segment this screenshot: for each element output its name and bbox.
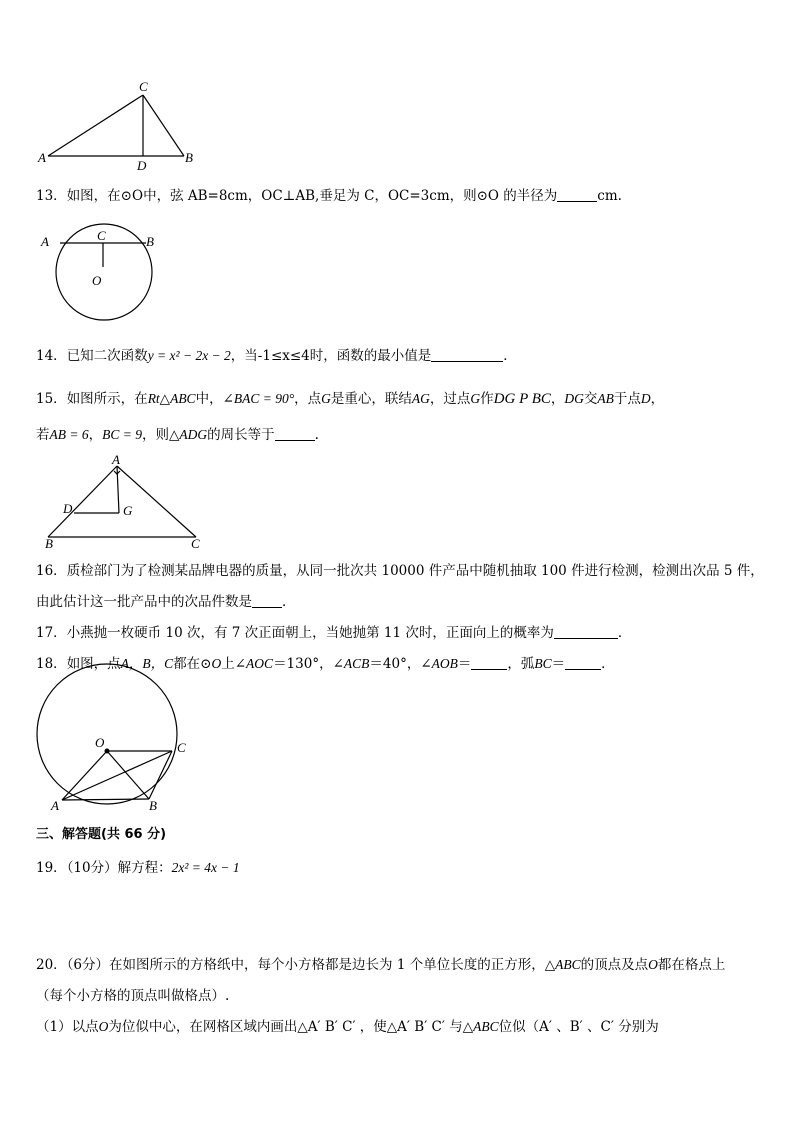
- text: ．: [282, 594, 296, 610]
- text: ＝: [551, 656, 566, 672]
- text: 作: [480, 391, 494, 407]
- text: ＝130°，: [273, 656, 333, 672]
- question-14: [36, 347, 517, 365]
- text: （6分）在如图所示的方格纸中，每个小方格都是边长为 1 个单位长度的正方形，: [66, 957, 545, 973]
- question-13: [36, 187, 622, 205]
- question-number: 14．: [36, 348, 67, 364]
- label-d: D: [137, 158, 147, 173]
- question-18: [36, 655, 615, 673]
- math: DG: [564, 391, 584, 406]
- label-a: A: [41, 234, 49, 249]
- math: G: [321, 391, 331, 406]
- answer-blank-arc-bc[interactable]: [565, 655, 601, 670]
- question-text: 如图，在⊙O中，弦 AB=8cm，OC⊥AB,垂足为 C，OC=3cm，则⊙O 的半径为: [66, 188, 558, 204]
- text: 交: [583, 391, 598, 407]
- triangle-acdb-lines: [48, 95, 184, 156]
- text: ，点: [294, 391, 322, 407]
- math: D: [640, 391, 651, 406]
- question-number: 17．: [36, 625, 67, 641]
- answer-blank[interactable]: [275, 426, 315, 441]
- text: ，: [650, 391, 665, 407]
- question-number: 18．: [36, 656, 67, 672]
- section-heading: 三、解答题(共 66 分): [36, 827, 167, 842]
- text: 为位似中心，在网格区域内画出△A′ B′ C′ ，使△A′ B′ C′ 与: [108, 1019, 463, 1035]
- label-o: O: [95, 735, 105, 750]
- question-16-line-2: [36, 593, 296, 611]
- answer-blank[interactable]: [431, 347, 503, 362]
- text: （1）以点: [36, 1019, 99, 1035]
- text: ，: [550, 391, 565, 407]
- equation: 2x² = 4x − 1: [171, 860, 240, 875]
- text: 如图，点: [66, 656, 121, 672]
- text: 位似（A′ 、B′ 、C′ 分别为: [498, 1019, 659, 1035]
- math: △ADG: [168, 427, 208, 442]
- text: 是重心，联结: [330, 391, 412, 407]
- text: 如图所示，在: [66, 391, 148, 407]
- label-c: C: [177, 740, 186, 755]
- math: ∠AOB: [420, 656, 458, 671]
- answer-blank[interactable]: [252, 593, 282, 608]
- answer-blank[interactable]: [554, 624, 618, 639]
- question-text: 已知二次函数: [66, 348, 148, 364]
- label-b: B: [149, 798, 157, 813]
- text: 中，: [195, 391, 223, 407]
- question-text-end: cm.: [597, 188, 622, 204]
- text: ＝40°，: [369, 656, 421, 672]
- math: O: [648, 957, 658, 972]
- text: ．: [601, 656, 615, 672]
- question-17: [36, 624, 631, 642]
- label-b: B: [146, 234, 154, 249]
- label-b: B: [185, 150, 193, 165]
- text: ，过点: [429, 391, 471, 407]
- answer-blank-aob[interactable]: [471, 655, 507, 670]
- label-o: O: [92, 273, 102, 288]
- math: A，B，C: [120, 656, 174, 671]
- label-b: B: [45, 536, 53, 551]
- math: ∠AOC: [234, 656, 274, 671]
- question-text-end: ．: [503, 348, 517, 364]
- question-15-line-1: [36, 390, 664, 408]
- text: ＝: [457, 656, 472, 672]
- question-text-mid: ，当-1≤x≤4时，函数的最小值是: [230, 348, 432, 364]
- label-a: A: [51, 798, 59, 813]
- label-d: D: [63, 501, 73, 516]
- math: BC: [534, 656, 552, 671]
- text: ，则: [141, 427, 169, 443]
- math: AB = 6: [49, 427, 89, 442]
- question-number: 20．: [36, 957, 67, 973]
- question-20-line-1: [36, 956, 725, 974]
- question-20-line-3: [36, 1018, 659, 1036]
- math: AG: [411, 391, 430, 406]
- text: 由此估计这一批产品中的次品件数是: [36, 594, 252, 610]
- math: △ABC: [544, 957, 581, 972]
- question-16-line-1: [36, 562, 764, 580]
- question-number: 16．: [36, 563, 67, 579]
- text: 上: [221, 656, 235, 672]
- text: 于点: [613, 391, 641, 407]
- text: ．: [617, 625, 632, 641]
- text: 若: [36, 427, 50, 443]
- text: 的顶点及点: [580, 957, 649, 973]
- text: （每个小方格的顶点叫做格点）.: [36, 988, 230, 1004]
- text: 质检部门为了检测某品牌电器的质量，从同一批次共 10000 件产品中随机抽取 100 件进行检测，检测出次品 5 件，: [66, 563, 764, 579]
- label-c: C: [97, 228, 106, 243]
- text: （10分）解方程：: [66, 860, 172, 876]
- text: 的周长等于: [207, 427, 275, 443]
- label-a: A: [38, 150, 46, 165]
- math: AB: [597, 391, 614, 406]
- text: ，: [88, 427, 103, 443]
- question-19: [36, 859, 240, 877]
- label-g: G: [123, 503, 133, 518]
- formula: y = x² − 2x − 2: [147, 348, 231, 363]
- text: .: [314, 427, 319, 443]
- math: O: [211, 656, 222, 671]
- text: ，弧: [507, 656, 535, 672]
- question-number: 15．: [36, 391, 67, 407]
- label-c: C: [139, 79, 148, 94]
- answer-blank[interactable]: [557, 187, 597, 202]
- math: O: [98, 1019, 109, 1034]
- circle-q18-lines: [37, 664, 177, 804]
- math: △ABC: [462, 1019, 499, 1034]
- question-20-line-2: [36, 987, 229, 1005]
- math: ∠ACB: [332, 656, 370, 671]
- math: Rt△ABC: [147, 391, 196, 406]
- question-number: 13．: [36, 188, 67, 204]
- math: DG P BC: [493, 391, 551, 407]
- math: G: [470, 391, 481, 406]
- label-a: A: [112, 452, 120, 467]
- question-number: 19．: [36, 860, 67, 876]
- label-c: C: [191, 536, 200, 551]
- text: 都在⊙: [173, 656, 212, 672]
- center-dot-o: [105, 749, 110, 754]
- math: ∠BAC = 90°: [222, 391, 295, 406]
- question-15-line-2: [36, 426, 319, 444]
- math: BC = 9: [102, 427, 142, 442]
- text: 都在格点上: [657, 957, 726, 973]
- text: 小燕抛一枚硬币 10 次，有 7 次正面朝上，当她抛第 11 次时，正面向上的概率为: [66, 625, 554, 641]
